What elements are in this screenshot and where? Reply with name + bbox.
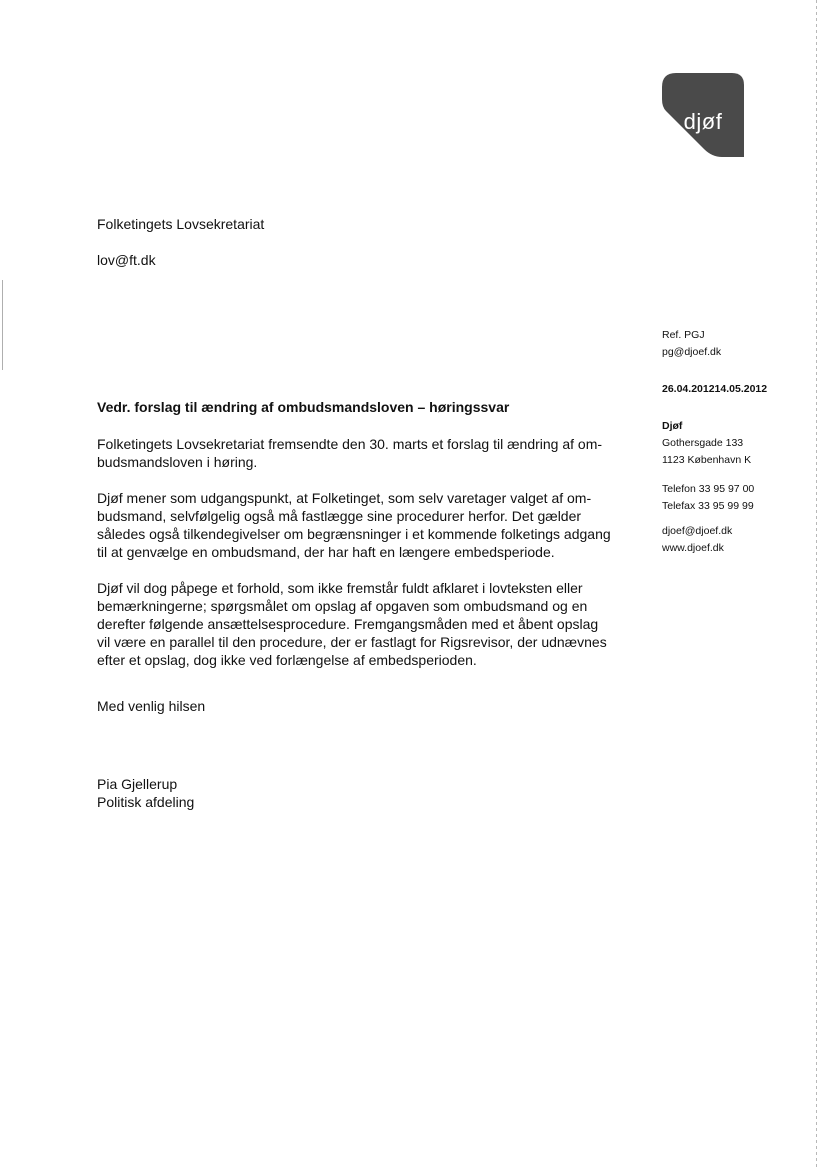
paragraph (97, 435, 617, 471)
org-phone: Telefon 33 95 97 00 (662, 483, 755, 495)
recipient-email: lov@ft.dk (97, 252, 156, 268)
letter-subject: Vedr. forslag til ændring af ombudsmandsloven – høringssvar (97, 399, 510, 415)
text-line: således også tilkendegivelser om begrænsninger i et kommende folketings adgang (97, 526, 611, 542)
logo-text: djøf (683, 109, 723, 134)
paragraph (97, 489, 617, 561)
recipient-block (97, 214, 264, 270)
text-line: efter et opslag, dog ikke ved forlængelse af embedsperioden. (97, 652, 477, 668)
reference-email: pg@djoef.dk (662, 346, 722, 358)
page-edge-line-left (2, 280, 3, 370)
org-website: www.djoef.dk (662, 542, 724, 554)
reference: Ref. PGJ (662, 329, 705, 341)
signer-department: Politisk afdeling (97, 794, 195, 810)
text-line: budsmand, selvfølgelig også må fastlægge sine procedurer herfor. Det gælder (97, 508, 582, 524)
text-line: Folketingets Lovsekretariat fremsendte den 30. marts et forslag til ændring af om- (97, 436, 603, 452)
letter-body (97, 398, 617, 811)
text-line: Djøf vil dog påpege et forhold, som ikke fremstår fuldt afklaret i lovteksten eller (97, 580, 583, 596)
org-email: djoef@djoef.dk (662, 525, 733, 537)
text-line: bemærkningerne; spørgsmålet om opslag af opgaven som ombudsmand og en (97, 598, 588, 614)
page-edge-line (816, 0, 817, 1168)
org-name: Djøf (662, 420, 683, 432)
org-city: 1123 København K (662, 454, 752, 466)
djoef-logo (662, 73, 744, 157)
text-line: til at genvælge en ombudsmand, der har haft en længere embedsperiode. (97, 544, 555, 560)
signer-name: Pia Gjellerup (97, 776, 178, 792)
text-line: budsmandsloven i høring. (97, 454, 258, 470)
org-street: Gothersgade 133 (662, 437, 744, 449)
letter-date: 26.04.201214.05.2012 (662, 383, 768, 395)
text-line: vil være en parallel til den procedure, der er fastlagt for Rigsrevisor, der udnævnes (97, 634, 607, 650)
sender-sidebar (662, 327, 812, 557)
closing-greeting: Med venlig hilsen (97, 698, 206, 714)
paragraph (97, 579, 617, 669)
text-line: Djøf mener som udgangspunkt, at Folketinget, som selv varetager valget af om- (97, 490, 592, 506)
text-line: derefter følgende ansættelsesprocedure. Fremgangsmåden med et åbent opslag (97, 616, 599, 632)
org-fax: Telefax 33 95 99 99 (662, 500, 754, 512)
signature-block (97, 775, 617, 811)
recipient-name: Folketingets Lovsekretariat (97, 216, 265, 232)
